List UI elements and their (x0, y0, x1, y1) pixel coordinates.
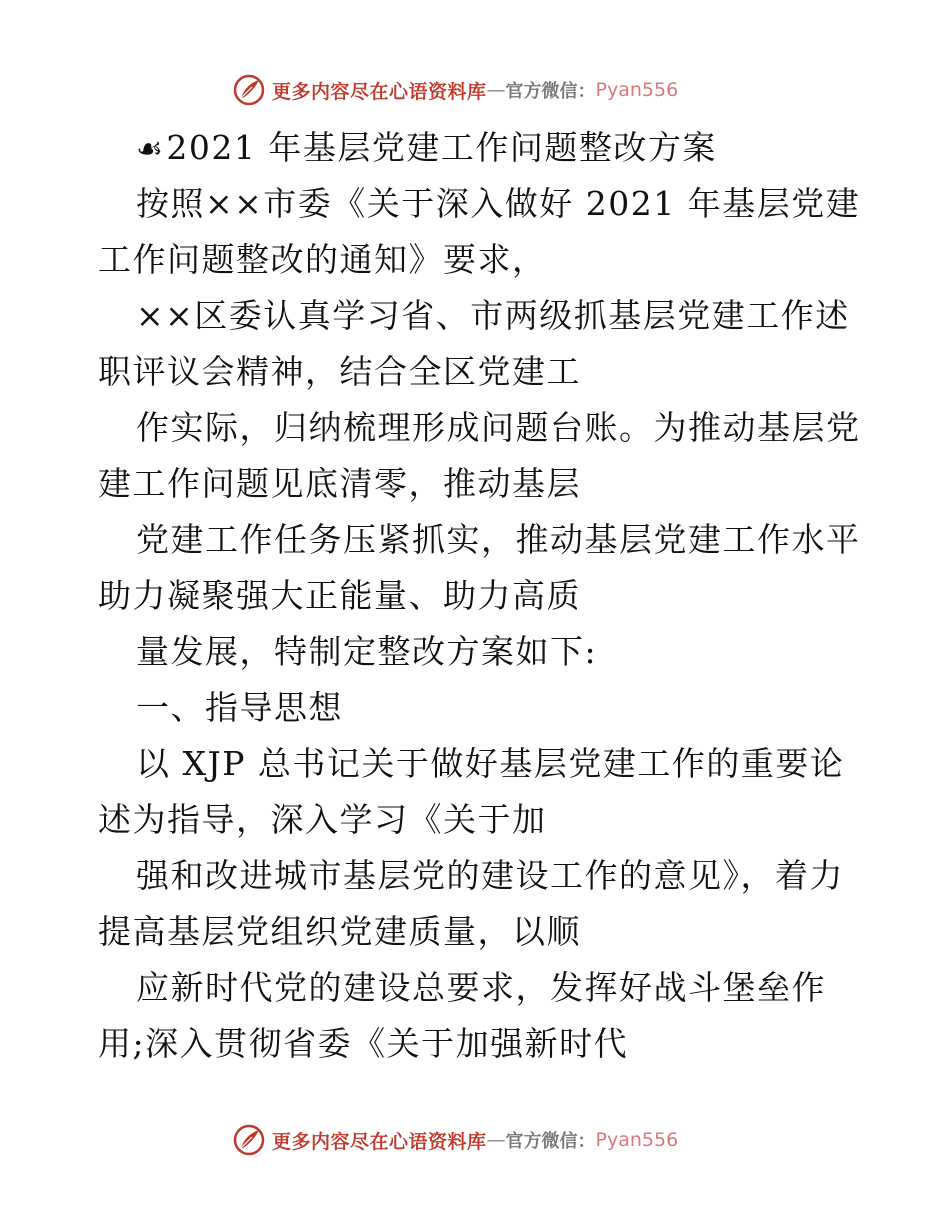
paragraph-line: 按照××市委《关于深入做好 2021 年基层党建 (136, 184, 861, 223)
header-watermark (232, 70, 678, 110)
fleuron-icon: ☙ (136, 132, 165, 167)
watermark-text: 更多内容尽在心语资料库 (272, 1130, 487, 1153)
paragraph-line: 党建工作任务压紧抓实，推动基层党建工作水平 (136, 520, 861, 559)
paragraph-line: 述为指导，深入学习《关于加 (98, 800, 547, 839)
paragraph-line: 工作问题整改的通知》要求， (98, 240, 547, 279)
paragraph-line: 以 XJP 总书记关于做好基层党建工作的重要论 (136, 744, 845, 783)
feather-logo-icon (232, 73, 266, 107)
paragraph-line: 提高基层党组织党建质量，以顺 (98, 912, 581, 951)
feather-logo-icon (232, 1123, 266, 1157)
watermark-id: Pyan556 (595, 79, 679, 101)
paragraph-line: 建工作问题见底清零，推动基层 (98, 464, 581, 503)
watermark-separator: — (486, 79, 506, 101)
paragraph-line: 强和改进城市基层党的建设工作的意见》，着力 (136, 856, 844, 895)
watermark-text: 更多内容尽在心语资料库 (272, 80, 487, 103)
footer-watermark (232, 1120, 678, 1160)
section-heading: 一、指导思想 (136, 688, 343, 727)
watermark-label: 官方微信： (505, 81, 596, 102)
document-body (98, 120, 861, 1072)
paragraph-line: 量发展，特制定整改方案如下: (136, 632, 598, 671)
paragraph-line: ××区委认真学习省、市两级抓基层党建工作述 (136, 296, 850, 335)
watermark-label: 官方微信： (505, 1131, 596, 1152)
paragraph-line: 应新时代党的建设总要求，发挥好战斗堡垒作 (136, 968, 826, 1007)
paragraph-line: 作实际，归纳梳理形成问题台账。为推动基层党 (136, 408, 861, 447)
watermark-id: Pyan556 (595, 1129, 679, 1151)
title-text: 2021 年基层党建工作问题整改方案 (166, 128, 717, 167)
paragraph-line: 职评议会精神，结合全区党建工 (98, 352, 581, 391)
watermark-separator: — (486, 1129, 506, 1151)
document-title (98, 120, 858, 176)
paragraph-line: 助力凝聚强大正能量、助力高质 (98, 576, 581, 615)
paragraph-line: 用;深入贯彻省委《关于加强新时代 (98, 1024, 629, 1063)
